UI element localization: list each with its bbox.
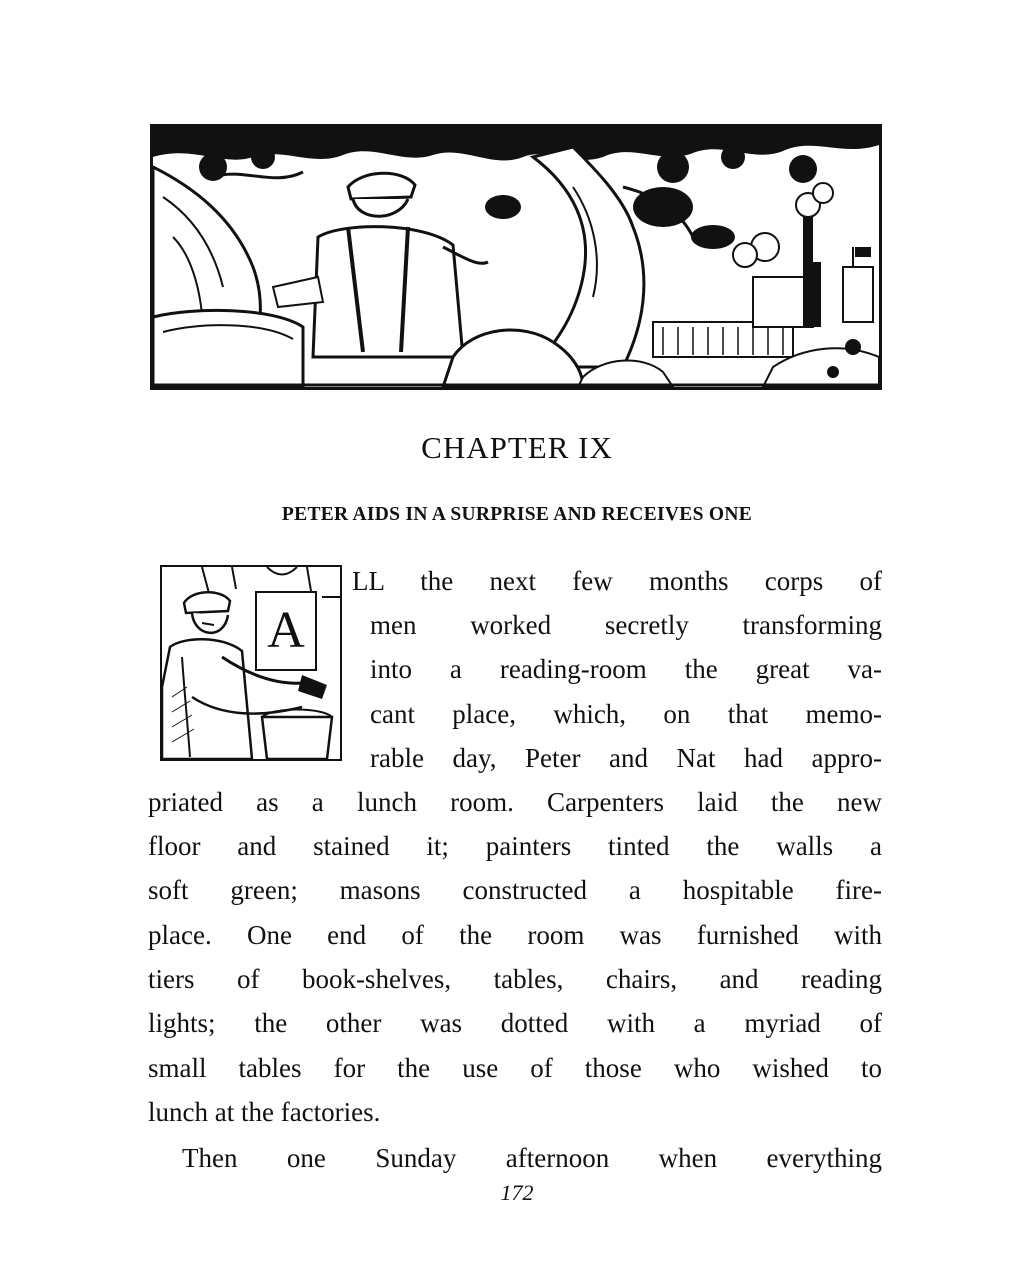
woodcut-scene-icon <box>153 127 879 387</box>
body-line: soft green; masons constructed a hospitable fire- <box>148 875 882 905</box>
body-line: lights; the other was dotted with a myriad of <box>148 1008 882 1038</box>
body-line: into a reading-room the great va- <box>370 654 882 684</box>
chapter-title: CHAPTER IX <box>421 430 613 465</box>
body-line: place. One end of the room was furnished with <box>148 920 882 950</box>
body-line: LL the next few months corps of <box>352 566 882 596</box>
headpiece-illustration <box>150 124 882 390</box>
body-line: tiers of book-shelves, tables, chairs, and reading <box>148 964 882 994</box>
body-line: Then one Sunday afternoon when everything <box>182 1143 882 1173</box>
dropcap-illustration <box>160 565 342 761</box>
body-line: lunch at the factories. <box>148 1097 381 1127</box>
body-line: floor and stained it; painters tinted the walls a <box>148 831 882 861</box>
dropcap-letter: A <box>255 591 317 671</box>
body-line: rable day, Peter and Nat had appro- <box>370 743 882 773</box>
body-line: cant place, which, on that memo- <box>370 699 882 729</box>
chapter-subtitle: PETER AIDS IN A SURPRISE AND RECEIVES ONE <box>281 504 753 525</box>
body-line: small tables for the use of those who wished to <box>148 1053 882 1083</box>
page-number: 172 <box>500 1180 534 1205</box>
body-line: men worked secretly transforming <box>370 610 882 640</box>
body-line: priated as a lunch room. Carpenters laid the new <box>148 787 882 817</box>
